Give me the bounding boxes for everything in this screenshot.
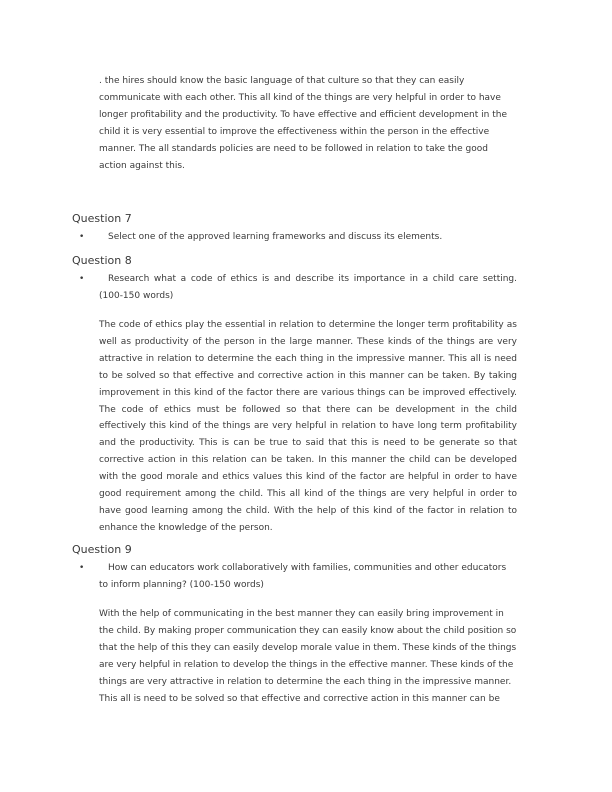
bullet-icon: •	[79, 232, 85, 242]
question-9-heading: Question 9	[72, 543, 132, 556]
question-8-bullet-item	[79, 271, 517, 305]
question-8-answer: The code of ethics play the essential in relation to determine the longer term profitability as well as productivity of the person in the large manner. These kinds of the things are very attractive in relation to determine the each thing in the impressive manner. This all is need to be solved so that effective and corrective action in this manner can be taken. By taking improvement in this kind of the factor there are various things can be improved effectively. The code of ethics must be followed so that there can be development in the child effectively this kind of the things are very helpful in relation to have long term profitability and the productivity. This is can be true to said that this is need to be generate so that corrective action in this relation can be taken. In this manner the child can be developed with the good morale and ethics values this kind of the factor are helpful in order to have good requirement among the child. This all kind of the things are very helpful in order to have good learning among the child. With the help of this kind of the factor in relation to enhance the knowledge of the person.	[99, 320, 517, 533]
bullet-icon: •	[79, 274, 85, 284]
bullet-icon: •	[79, 563, 85, 573]
question-7-prompt: Select one of the approved learning frameworks and discuss its elements.	[108, 232, 443, 242]
question-9-prompt: How can educators work collaboratively with families, communities and other educators to inform planning? (100-150 words)	[99, 563, 507, 590]
question-7-heading: Question 7	[72, 212, 132, 225]
question-9-answer: With the help of communicating in the best manner they can easily bring improvement in the child. By making proper communication they can easily know about the child position so that the help of this they can easily develop morale value in them. These kinds of the things are very helpful in relation to develop the things in the effective manner. These kinds of the things are very attractive in relation to determine the each thing in the impressive manner. This all is need to be solved so that effective and corrective action in this manner can be	[99, 609, 517, 704]
intro-paragraph: . the hires should know the basic language of that culture so that they can easily communicate with each other. This all kind of the things are very helpful in order to have longer profitability and the productivity. To have effective and efficient development in the child it is very essential to improve the effectiveness within the person in the effective manner. The all standards policies are need to be followed in relation to take the good action against this.	[99, 76, 507, 171]
question-7-bullet-item	[79, 229, 517, 246]
question-8-prompt: Research what a code of ethics is and describe its importance in a child care setting. (100-150 words)	[99, 274, 517, 301]
question-8-heading: Question 8	[72, 254, 132, 267]
question-9-bullet-item	[79, 560, 517, 594]
